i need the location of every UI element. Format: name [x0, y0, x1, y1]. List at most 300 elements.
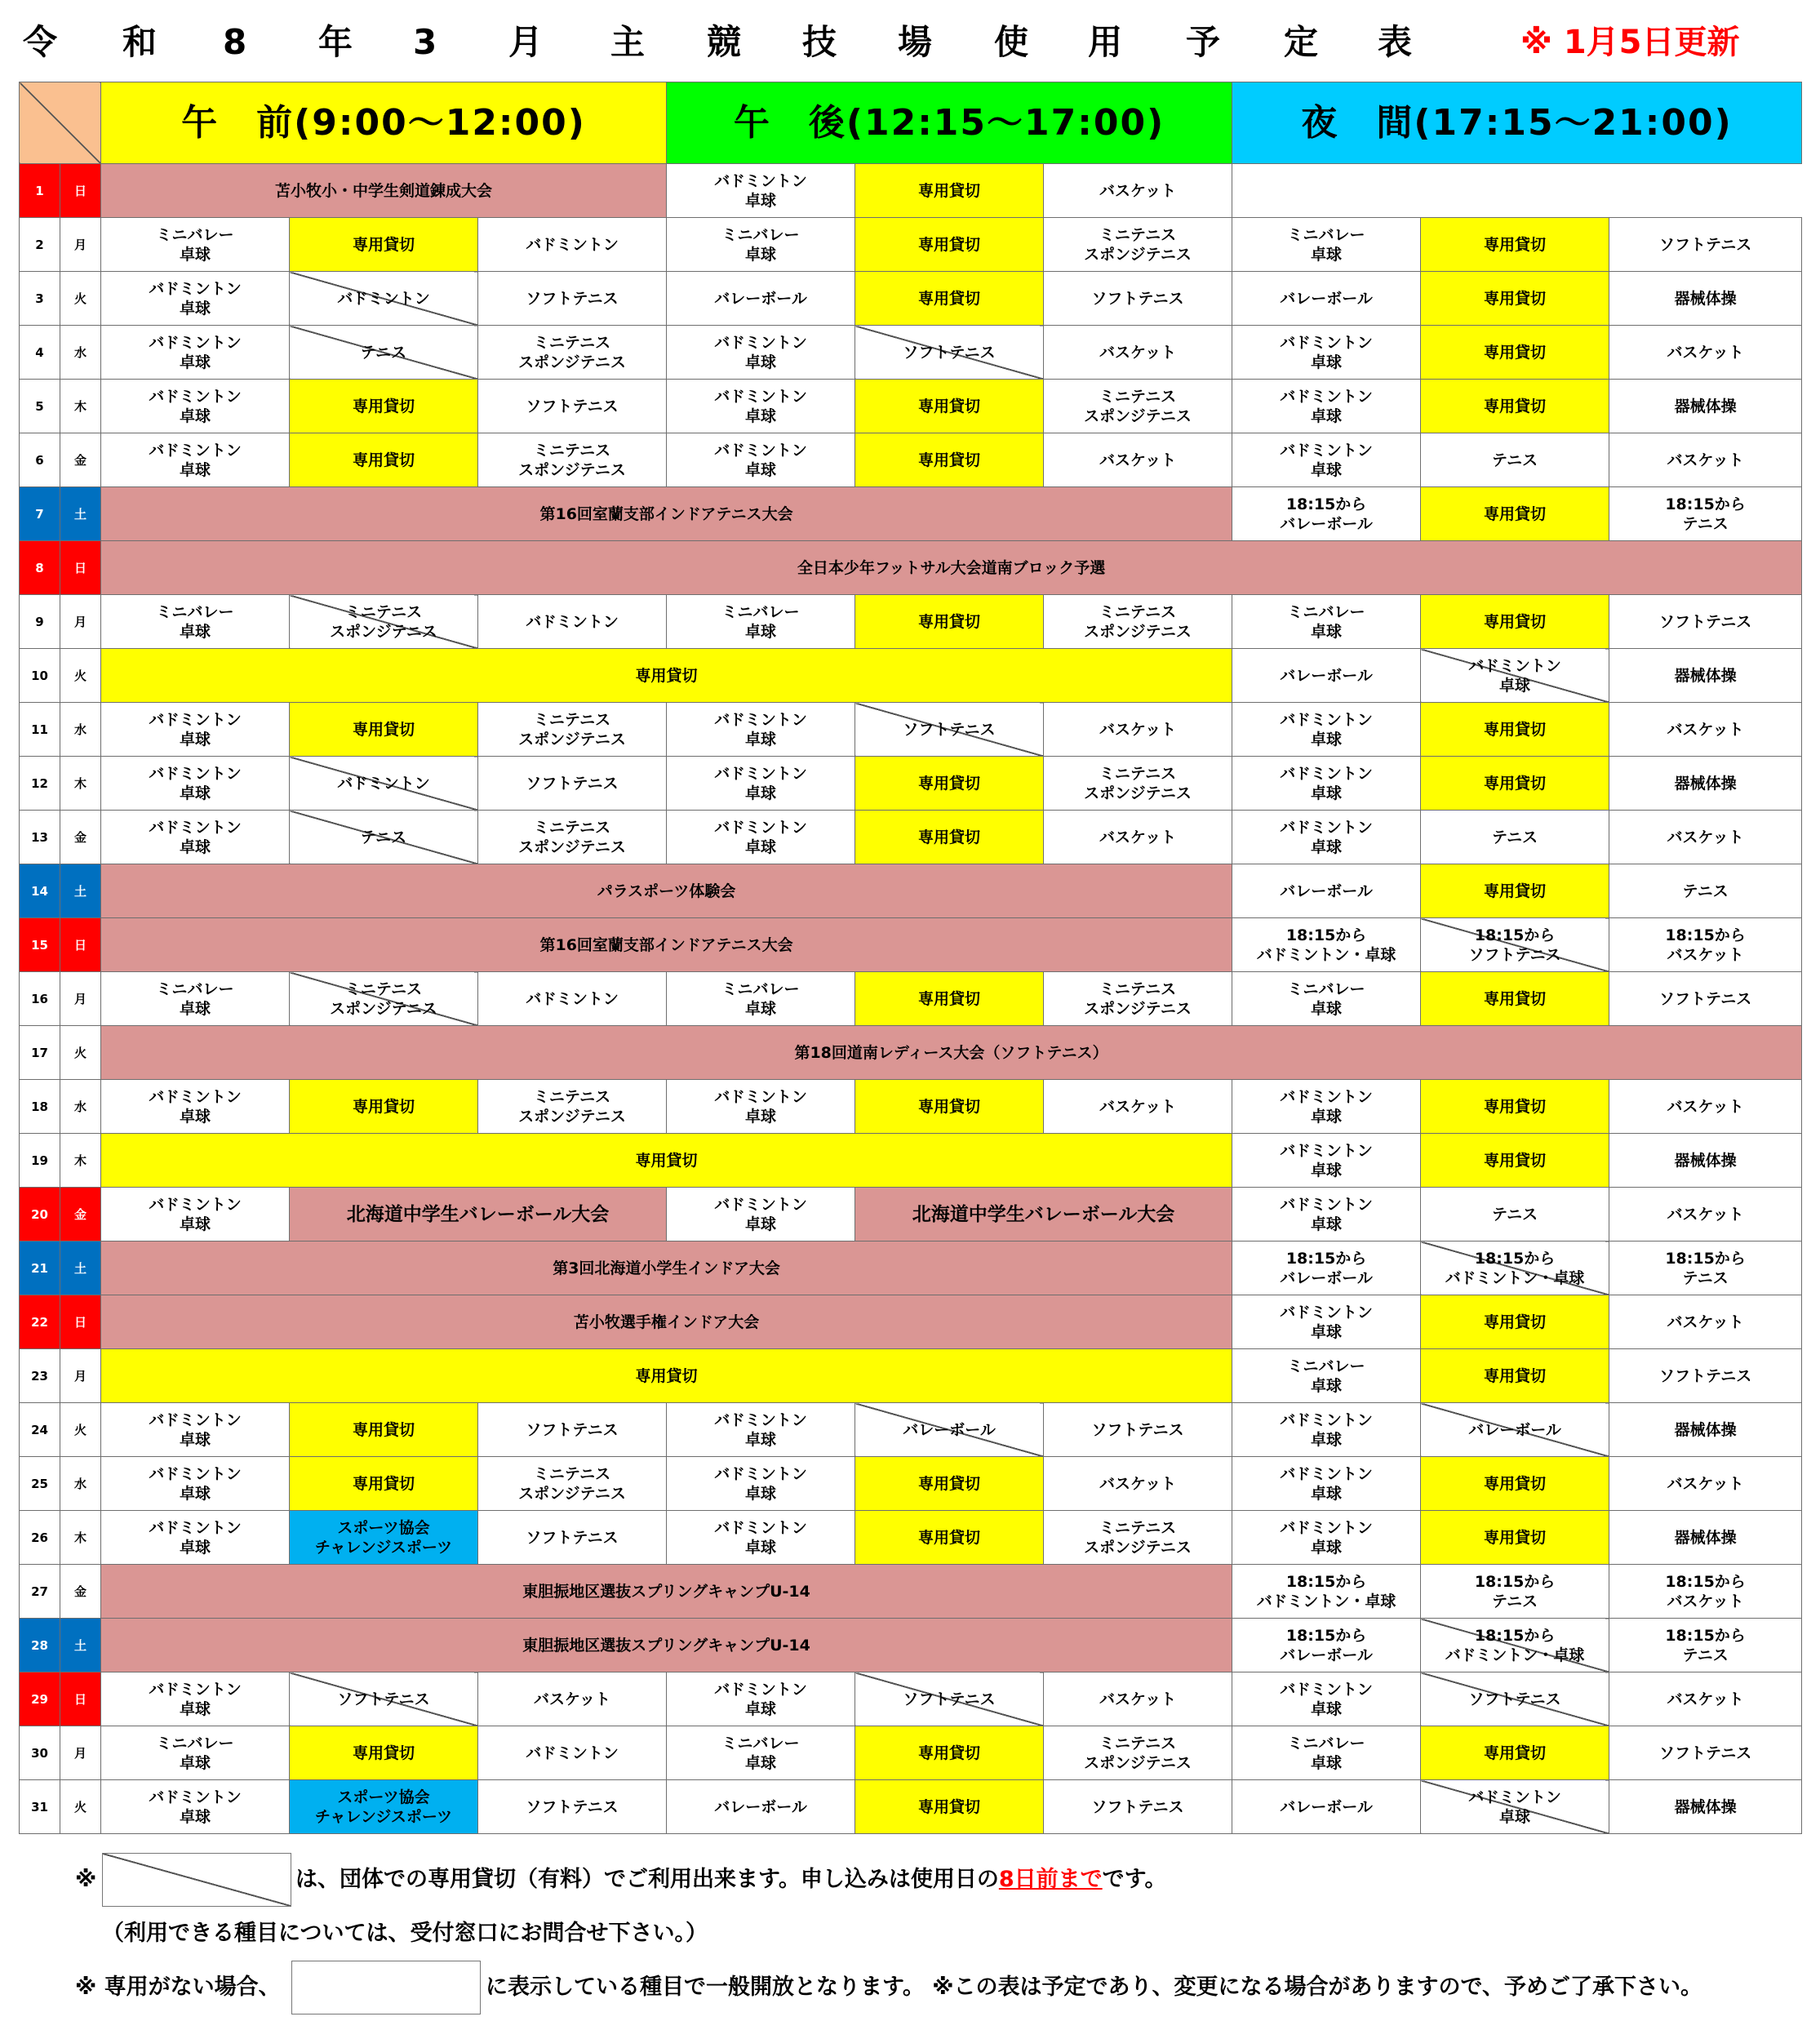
schedule-cell: ミニバレー 卓球 — [667, 972, 855, 1026]
schedule-cell: スポーツ協会 チャレンジスポーツ — [290, 1511, 478, 1565]
schedule-cell: テニス — [1609, 864, 1802, 918]
schedule-cell: 専用貸切 — [855, 380, 1044, 433]
schedule-cell: 苫小牧選手権インドア大会 — [101, 1295, 1232, 1349]
schedule-cell: ミニテニス スポンジテニス — [478, 811, 667, 864]
day-number: 4 — [20, 326, 60, 380]
weekday: 月 — [60, 595, 101, 649]
weekday: 日 — [60, 1672, 101, 1726]
weekday: 金 — [60, 1565, 101, 1619]
schedule-cell: バドミントン 卓球 — [1232, 1403, 1421, 1457]
weekday: 日 — [60, 1295, 101, 1349]
schedule-cell: ミニテニス スポンジテニス — [478, 433, 667, 487]
schedule-cell: バドミントン 卓球 — [1232, 1188, 1421, 1242]
schedule-cell: 18:15から テニス — [1609, 487, 1802, 541]
schedule-cell: バドミントン 卓球 — [667, 1672, 855, 1726]
day-number: 1 — [20, 164, 60, 218]
schedule-cell: 専用貸切 — [290, 703, 478, 757]
schedule-cell: バレーボール — [1232, 864, 1421, 918]
weekday: 金 — [60, 1188, 101, 1242]
weekday: 日 — [60, 918, 101, 972]
schedule-cell: バドミントン 卓球 — [667, 326, 855, 380]
schedule-cell: 東胆振地区選抜スプリングキャンプU-14 — [101, 1565, 1232, 1619]
schedule-cell: 専用貸切 — [1421, 218, 1609, 272]
schedule-cell: バスケット — [1044, 326, 1232, 380]
header-afternoon: 午 後(12:15～17:00) — [667, 82, 1232, 164]
schedule-cell: バドミントン — [478, 595, 667, 649]
schedule-cell: 専用貸切 — [1421, 1726, 1609, 1780]
schedule-cell: バレーボール — [1421, 1403, 1609, 1457]
schedule-cell: ソフトテニス — [855, 1672, 1044, 1726]
schedule-cell: バドミントン 卓球 — [667, 1403, 855, 1457]
schedule-cell: 18:15から バドミントン・卓球 — [1421, 1242, 1609, 1295]
schedule-cell: バレーボール — [1232, 649, 1421, 703]
day-number: 22 — [20, 1295, 60, 1349]
schedule-cell: 専用貸切 — [855, 757, 1044, 811]
schedule-cell: ミニバレー 卓球 — [1232, 218, 1421, 272]
schedule-cell: 北海道中学生バレーボール大会 — [855, 1188, 1232, 1242]
day-row — [20, 272, 1802, 326]
day-number: 28 — [20, 1619, 60, 1672]
schedule-cell: バスケット — [1609, 1295, 1802, 1349]
day-row — [20, 1242, 1802, 1295]
weekday: 土 — [60, 864, 101, 918]
schedule-cell: バドミントン 卓球 — [101, 1780, 290, 1834]
schedule-cell: ソフトテニス — [1044, 1780, 1232, 1834]
day-number: 2 — [20, 218, 60, 272]
day-row — [20, 1726, 1802, 1780]
schedule-cell: バドミントン 卓球 — [667, 757, 855, 811]
day-row — [20, 1134, 1802, 1188]
schedule-cell: 18:15から バレーボール — [1232, 487, 1421, 541]
schedule-cell: 第3回北海道小学生インドア大会 — [101, 1242, 1232, 1295]
weekday: 日 — [60, 541, 101, 595]
day-number: 7 — [20, 487, 60, 541]
schedule-cell: ソフトテニス — [855, 326, 1044, 380]
schedule-cell: バドミントン 卓球 — [1232, 1457, 1421, 1511]
schedule-cell: 18:15から テニス — [1609, 1242, 1802, 1295]
schedule-cell: 専用貸切 — [290, 1080, 478, 1134]
schedule-cell: テニス — [290, 326, 478, 380]
schedule-cell: 専用貸切 — [1421, 864, 1609, 918]
schedule-cell: バドミントン 卓球 — [1232, 1295, 1421, 1349]
schedule-cell: 器械体操 — [1609, 649, 1802, 703]
schedule-cell: バスケット — [478, 1672, 667, 1726]
schedule-cell: バドミントン 卓球 — [667, 811, 855, 864]
schedule-cell: バスケット — [1609, 1080, 1802, 1134]
schedule-cell: バドミントン — [290, 757, 478, 811]
schedule-cell: バドミントン 卓球 — [667, 433, 855, 487]
schedule-cell: スポーツ協会 チャレンジスポーツ — [290, 1780, 478, 1834]
weekday: 火 — [60, 1403, 101, 1457]
day-row — [20, 703, 1802, 757]
schedule-cell: 器械体操 — [1609, 1780, 1802, 1834]
schedule-cell: 18:15から バドミントン・卓球 — [1421, 1619, 1609, 1672]
schedule-cell: ソフトテニス — [1044, 1403, 1232, 1457]
schedule-cell: 18:15から バドミントン・卓球 — [1232, 918, 1421, 972]
weekday: 土 — [60, 1619, 101, 1672]
schedule-cell: 専用貸切 — [290, 1726, 478, 1780]
day-number: 12 — [20, 757, 60, 811]
day-row — [20, 649, 1802, 703]
schedule-cell: 第18回道南レディース大会（ソフトテニス） — [101, 1026, 1802, 1080]
day-number: 8 — [20, 541, 60, 595]
day-row — [20, 1080, 1802, 1134]
day-row — [20, 1349, 1802, 1403]
header-night: 夜 間(17:15～21:00) — [1232, 82, 1802, 164]
schedule-cell: ソフトテニス — [478, 380, 667, 433]
note-line-3a: ※ 専用がない場合、 — [75, 1974, 281, 2000]
schedule-cell: 専用貸切 — [855, 1080, 1044, 1134]
schedule-cell: ミニテニス スポンジテニス — [1044, 757, 1232, 811]
schedule-cell: バドミントン 卓球 — [1421, 649, 1609, 703]
title-char: 技 — [802, 22, 837, 62]
title-char: 年 — [318, 22, 353, 62]
weekday: 火 — [60, 649, 101, 703]
schedule-cell: 専用貸切 — [1421, 595, 1609, 649]
schedule-cell: バレーボール — [667, 1780, 855, 1834]
day-row — [20, 1511, 1802, 1565]
schedule-cell: テニス — [290, 811, 478, 864]
schedule-cell: バスケット — [1044, 1080, 1232, 1134]
schedule-cell: 専用貸切 — [1421, 1134, 1609, 1188]
schedule-cell: 器械体操 — [1609, 380, 1802, 433]
weekday: 水 — [60, 703, 101, 757]
title-char: 場 — [898, 22, 933, 62]
day-row — [20, 1403, 1802, 1457]
schedule-cell: バドミントン 卓球 — [101, 433, 290, 487]
day-row — [20, 757, 1802, 811]
deadline-text: 8日前まで — [998, 1867, 1103, 1892]
title-char: 3 — [413, 22, 437, 62]
schedule-cell: 器械体操 — [1609, 1511, 1802, 1565]
corner-cell — [20, 82, 101, 164]
schedule-cell: バスケット — [1044, 703, 1232, 757]
weekday: 月 — [60, 1726, 101, 1780]
schedule-cell: 専用貸切 — [1421, 1080, 1609, 1134]
day-number: 30 — [20, 1726, 60, 1780]
schedule-cell: 器械体操 — [1609, 272, 1802, 326]
schedule-cell: バドミントン 卓球 — [101, 1672, 290, 1726]
day-number: 27 — [20, 1565, 60, 1619]
title-char: 使 — [994, 22, 1029, 62]
schedule-cell: バドミントン — [478, 1726, 667, 1780]
schedule-cell: バスケット — [1609, 433, 1802, 487]
note-line-3b: に表示している種目で一般開放となります。 ※この表は予定であり、変更になる場合がありますので、予めご了承下さい。 — [486, 1974, 1702, 2000]
schedule-cell: パラスポーツ体験会 — [101, 864, 1232, 918]
schedule-cell: ミニバレー 卓球 — [1232, 972, 1421, 1026]
title-char: 表 — [1378, 22, 1413, 62]
schedule-cell: バドミントン 卓球 — [667, 1188, 855, 1242]
weekday: 木 — [60, 1511, 101, 1565]
schedule-cell: 専用貸切 — [855, 218, 1044, 272]
weekday: 月 — [60, 218, 101, 272]
schedule-cell: ソフトテニス — [478, 1511, 667, 1565]
day-number: 29 — [20, 1672, 60, 1726]
schedule-cell: 18:15から バドミントン・卓球 — [1232, 1565, 1421, 1619]
schedule-cell: バドミントン 卓球 — [667, 1511, 855, 1565]
schedule-cell: 専用貸切 — [855, 272, 1044, 326]
schedule-cell: ソフトテニス — [1609, 972, 1802, 1026]
schedule-cell: バレーボール — [855, 1403, 1044, 1457]
schedule-cell: ミニテニス スポンジテニス — [1044, 972, 1232, 1026]
schedule-cell: 専用貸切 — [855, 811, 1044, 864]
schedule-cell: 北海道中学生バレーボール大会 — [290, 1188, 667, 1242]
weekday: 火 — [60, 1780, 101, 1834]
schedule-cell: ミニテニス スポンジテニス — [478, 1080, 667, 1134]
schedule-cell: バスケット — [1609, 326, 1802, 380]
weekday: 金 — [60, 811, 101, 864]
note-mark: ※ — [75, 1867, 97, 1892]
schedule-cell: 器械体操 — [1609, 1134, 1802, 1188]
schedule-cell: テニス — [1421, 433, 1609, 487]
schedule-cell: 専用貸切 — [1421, 326, 1609, 380]
day-row — [20, 1619, 1802, 1672]
header-morning: 午 前(9:00～12:00) — [101, 82, 667, 164]
schedule-cell: 専用貸切 — [855, 1780, 1044, 1834]
schedule-cell: ミニテニス スポンジテニス — [478, 703, 667, 757]
day-number: 20 — [20, 1188, 60, 1242]
schedule-cell: ミニテニス スポンジテニス — [290, 595, 478, 649]
day-row — [20, 541, 1802, 595]
weekday: 水 — [60, 1080, 101, 1134]
schedule-cell: 18:15から ソフトテニス — [1421, 918, 1609, 972]
schedule-cell: ミニテニス スポンジテニス — [1044, 380, 1232, 433]
schedule-cell: 専用貸切 — [1421, 487, 1609, 541]
schedule-cell: バドミントン 卓球 — [1421, 1780, 1609, 1834]
weekday: 水 — [60, 1457, 101, 1511]
schedule-cell: 専用貸切 — [855, 433, 1044, 487]
schedule-cell: バスケット — [1609, 1672, 1802, 1726]
schedule-cell: ミニバレー 卓球 — [667, 218, 855, 272]
schedule-cell: 器械体操 — [1609, 757, 1802, 811]
title-char: 予 — [1186, 22, 1221, 62]
schedule-cell: 器械体操 — [1609, 1403, 1802, 1457]
schedule-cell: 専用貸切 — [290, 1457, 478, 1511]
schedule-cell: 全日本少年フットサル大会道南ブロック予選 — [101, 541, 1802, 595]
weekday: 月 — [60, 1349, 101, 1403]
schedule-cell: 専用貸切 — [101, 649, 1232, 703]
schedule-cell: 専用貸切 — [855, 1511, 1044, 1565]
schedule-cell: バドミントン 卓球 — [1232, 380, 1421, 433]
schedule-cell: ソフトテニス — [1421, 1672, 1609, 1726]
page-title — [23, 20, 1802, 65]
schedule-cell: ミニテニス スポンジテニス — [1044, 1726, 1232, 1780]
day-number: 23 — [20, 1349, 60, 1403]
day-row — [20, 1188, 1802, 1242]
schedule-cell: ソフトテニス — [290, 1672, 478, 1726]
schedule-cell: 苫小牧小・中学生剣道錬成大会 — [101, 164, 667, 218]
schedule-cell: バドミントン 卓球 — [101, 757, 290, 811]
legend-plain-box — [291, 1961, 481, 2014]
day-row — [20, 1295, 1802, 1349]
schedule-cell: 専用貸切 — [855, 1726, 1044, 1780]
schedule-cell: ミニテニス スポンジテニス — [478, 1457, 667, 1511]
day-number: 11 — [20, 703, 60, 757]
title-char: 和 — [122, 22, 158, 62]
day-row — [20, 380, 1802, 433]
schedule-cell: ソフトテニス — [478, 1780, 667, 1834]
update-notice: ※ 1月5日更新 — [1520, 24, 1740, 61]
schedule-cell: バドミントン 卓球 — [1232, 433, 1421, 487]
schedule-cell: ミニバレー 卓球 — [1232, 1726, 1421, 1780]
legend-slashed-box — [102, 1853, 291, 1907]
schedule-cell: ミニテニス スポンジテニス — [290, 972, 478, 1026]
schedule-cell: バドミントン 卓球 — [1232, 811, 1421, 864]
day-row — [20, 864, 1802, 918]
schedule-cell: バドミントン 卓球 — [1232, 1511, 1421, 1565]
day-row — [20, 918, 1802, 972]
schedule-cell: 18:15から バレーボール — [1232, 1242, 1421, 1295]
schedule-cell: バドミントン 卓球 — [667, 1457, 855, 1511]
schedule-cell: 専用貸切 — [855, 164, 1044, 218]
schedule-cell: バスケット — [1609, 1188, 1802, 1242]
title-char: 主 — [610, 22, 646, 62]
schedule-cell: バドミントン 卓球 — [1232, 757, 1421, 811]
schedule-cell: バレーボール — [667, 272, 855, 326]
day-number: 5 — [20, 380, 60, 433]
schedule-cell: 専用貸切 — [855, 972, 1044, 1026]
schedule-cell: ソフトテニス — [478, 272, 667, 326]
note-line-1: は、団体での専用貸切（有料）でご利用出来ます。申し込みは使用日の8日前までです。 — [295, 1867, 1167, 1892]
day-row — [20, 1780, 1802, 1834]
schedule-cell: バドミントン 卓球 — [667, 164, 855, 218]
title-char: 月 — [508, 22, 544, 62]
schedule-cell: ソフトテニス — [1609, 1726, 1802, 1780]
schedule-cell: 専用貸切 — [855, 1457, 1044, 1511]
schedule-cell: テニス — [1421, 1188, 1609, 1242]
day-row — [20, 218, 1802, 272]
weekday: 土 — [60, 487, 101, 541]
day-number: 15 — [20, 918, 60, 972]
schedule-cell: バドミントン 卓球 — [667, 1080, 855, 1134]
note-line-2: （利用できる種目については、受付窓口にお問合せ下さい。） — [102, 1921, 708, 1946]
day-row — [20, 487, 1802, 541]
schedule-cell: バドミントン 卓球 — [101, 326, 290, 380]
weekday: 金 — [60, 433, 101, 487]
schedule-cell: ミニバレー 卓球 — [101, 218, 290, 272]
day-number: 26 — [20, 1511, 60, 1565]
schedule-cell: バドミントン 卓球 — [101, 1457, 290, 1511]
day-number: 31 — [20, 1780, 60, 1834]
day-row — [20, 595, 1802, 649]
title-char: 用 — [1088, 22, 1123, 62]
schedule-cell: 専用貸切 — [1421, 1295, 1609, 1349]
day-number: 16 — [20, 972, 60, 1026]
schedule-cell: ミニバレー 卓球 — [1232, 1349, 1421, 1403]
schedule-cell: バドミントン 卓球 — [667, 703, 855, 757]
schedule-cell: 東胆振地区選抜スプリングキャンプU-14 — [101, 1619, 1232, 1672]
schedule-cell: 専用貸切 — [1421, 1457, 1609, 1511]
schedule-cell: ミニバレー 卓球 — [101, 1726, 290, 1780]
schedule-cell: 専用貸切 — [855, 595, 1044, 649]
schedule-cell: 専用貸切 — [1421, 1511, 1609, 1565]
weekday: 火 — [60, 272, 101, 326]
schedule-cell: ミニバレー 卓球 — [101, 972, 290, 1026]
schedule-cell: 18:15から バレーボール — [1232, 1619, 1421, 1672]
day-number: 19 — [20, 1134, 60, 1188]
day-row — [20, 433, 1802, 487]
schedule-cell: バドミントン 卓球 — [1232, 703, 1421, 757]
day-row — [20, 811, 1802, 864]
schedule-cell: ソフトテニス — [478, 757, 667, 811]
schedule-cell: バレーボール — [1232, 1780, 1421, 1834]
schedule-cell: ソフトテニス — [1044, 272, 1232, 326]
schedule-cell: バスケット — [1044, 433, 1232, 487]
schedule-cell: 専用貸切 — [1421, 972, 1609, 1026]
day-row — [20, 1565, 1802, 1619]
schedule-cell: 専用貸切 — [290, 433, 478, 487]
schedule-cell: 専用貸切 — [101, 1134, 1232, 1188]
schedule-cell: バドミントン 卓球 — [1232, 1672, 1421, 1726]
title-char: 8 — [223, 22, 247, 62]
schedule-cell: 第16回室蘭支部インドアテニス大会 — [101, 918, 1232, 972]
schedule-cell: バドミントン 卓球 — [101, 380, 290, 433]
schedule-cell: ソフトテニス — [478, 1403, 667, 1457]
schedule-cell: バドミントン 卓球 — [1232, 1134, 1421, 1188]
weekday: 月 — [60, 972, 101, 1026]
day-row — [20, 1672, 1802, 1726]
schedule-cell: ミニテニス スポンジテニス — [1044, 218, 1232, 272]
schedule-cell: ミニバレー 卓球 — [667, 1726, 855, 1780]
day-row — [20, 1457, 1802, 1511]
weekday: 木 — [60, 380, 101, 433]
day-row — [20, 972, 1802, 1026]
day-row — [20, 164, 1802, 218]
schedule-cell: バドミントン — [478, 972, 667, 1026]
day-number: 24 — [20, 1403, 60, 1457]
schedule-cell: バスケット — [1609, 1457, 1802, 1511]
schedule-cell: テニス — [1421, 811, 1609, 864]
schedule-cell: バドミントン 卓球 — [101, 703, 290, 757]
title-char: 競 — [707, 22, 742, 62]
schedule-cell: ミニバレー 卓球 — [101, 595, 290, 649]
schedule-cell: バドミントン 卓球 — [1232, 326, 1421, 380]
schedule-cell: 専用貸切 — [1421, 380, 1609, 433]
schedule-cell: 専用貸切 — [290, 218, 478, 272]
day-number: 10 — [20, 649, 60, 703]
schedule-cell: バスケット — [1044, 1672, 1232, 1726]
day-number: 3 — [20, 272, 60, 326]
schedule-cell: バドミントン 卓球 — [101, 811, 290, 864]
schedule-cell: 専用貸切 — [1421, 272, 1609, 326]
schedule-cell: バドミントン — [478, 218, 667, 272]
weekday: 水 — [60, 326, 101, 380]
schedule-cell: 第16回室蘭支部インドアテニス大会 — [101, 487, 1232, 541]
schedule-cell: 専用貸切 — [1421, 1349, 1609, 1403]
weekday: 木 — [60, 1134, 101, 1188]
day-number: 21 — [20, 1242, 60, 1295]
schedule-cell: バドミントン 卓球 — [101, 1188, 290, 1242]
day-number: 9 — [20, 595, 60, 649]
schedule-table — [19, 82, 1802, 1834]
schedule-cell: ミニバレー 卓球 — [1232, 595, 1421, 649]
day-row — [20, 326, 1802, 380]
day-number: 25 — [20, 1457, 60, 1511]
schedule-cell: バスケット — [1044, 1457, 1232, 1511]
schedule-cell: 18:15から テニス — [1609, 1619, 1802, 1672]
schedule-cell: 18:15から バスケット — [1609, 1565, 1802, 1619]
schedule-cell: バレーボール — [1232, 272, 1421, 326]
day-number: 17 — [20, 1026, 60, 1080]
schedule-cell: バドミントン 卓球 — [101, 272, 290, 326]
title-char: 定 — [1284, 22, 1319, 62]
schedule-cell: ミニバレー 卓球 — [667, 595, 855, 649]
weekday: 日 — [60, 164, 101, 218]
schedule-cell: 18:15から テニス — [1421, 1565, 1609, 1619]
schedule-cell: 専用貸切 — [101, 1349, 1232, 1403]
schedule-cell: ソフトテニス — [1609, 1349, 1802, 1403]
schedule-cell: 専用貸切 — [290, 1403, 478, 1457]
